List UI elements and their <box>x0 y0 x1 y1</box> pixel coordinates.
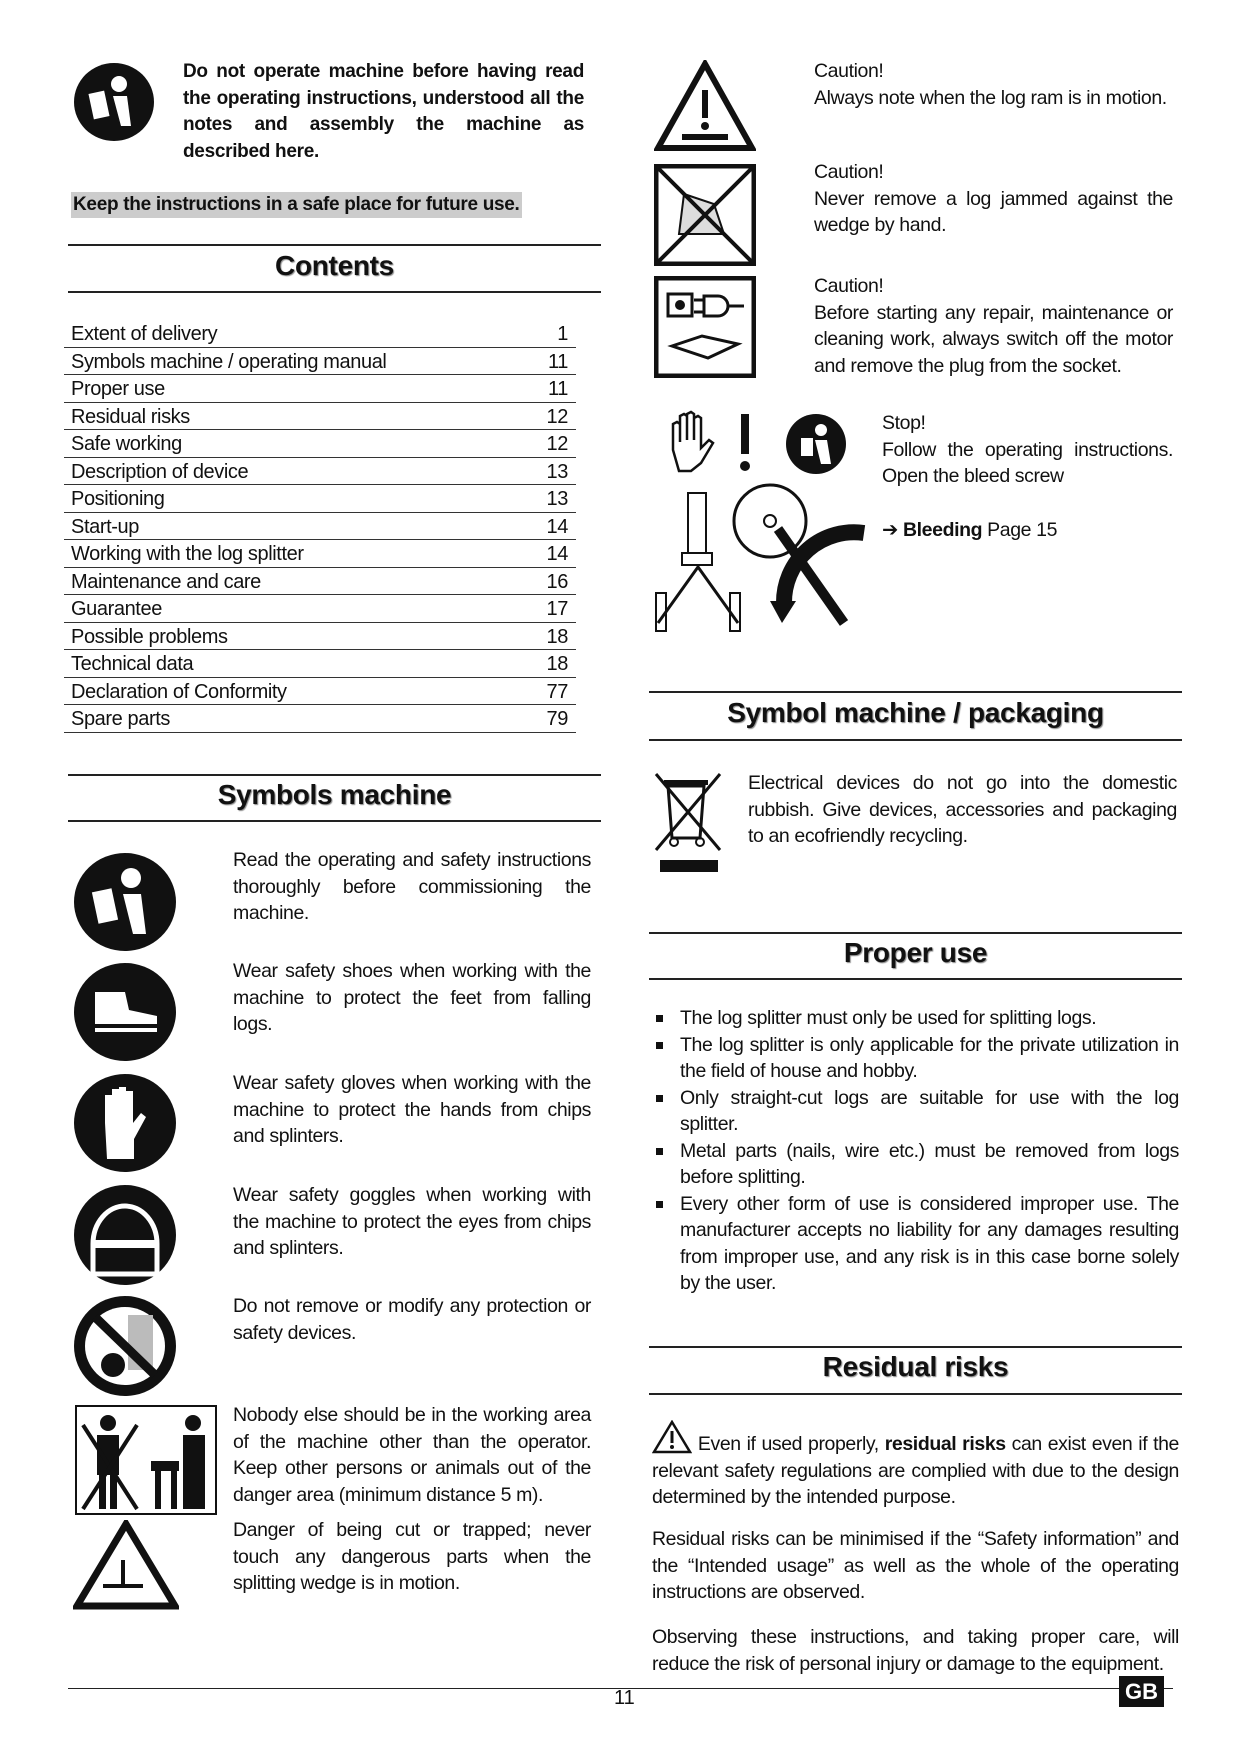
language-badge: GB <box>1119 1676 1164 1707</box>
read-instructions-icon <box>73 852 177 952</box>
text: can exist even if the relevant safety regulations are complied with due to the design determined by the intended purpose. <box>652 1433 1179 1508</box>
residual-risks-title: Residual risks <box>822 1351 1009 1382</box>
toc-page: 17 <box>546 598 568 620</box>
divider <box>649 978 1182 980</box>
caution-title: Caution! <box>814 60 884 82</box>
toc-page: 77 <box>546 680 568 703</box>
symbol-text-protection: Do not remove or modify any protection or safety devices. <box>233 1295 591 1344</box>
caution-text: Always note when the log ram is in motion. <box>814 86 1167 109</box>
toc-label: Description of device <box>71 460 249 483</box>
toc-page: 18 <box>546 625 568 648</box>
table-of-contents <box>64 320 576 733</box>
toc-label: Positioning <box>71 488 165 510</box>
page-number: 11 <box>614 1687 635 1709</box>
toc-row[interactable] <box>64 568 576 596</box>
list-item: The log splitter must only be used for splitting logs. <box>654 1005 1179 1032</box>
toc-row[interactable] <box>64 375 576 403</box>
unplug-before-maintenance-icon <box>654 276 756 378</box>
toc-row[interactable] <box>64 705 576 733</box>
list-item: Metal parts (nails, wire etc.) must be removed from logs before splitting. <box>654 1138 1179 1191</box>
warning-triangle-icon <box>652 1420 692 1454</box>
divider <box>649 932 1182 934</box>
toc-page: 12 <box>546 405 568 428</box>
toc-label: Technical data <box>71 653 194 675</box>
toc-row[interactable] <box>64 458 576 486</box>
toc-row[interactable] <box>64 485 576 513</box>
keep-instructions-note: Keep the instructions in a safe place for future use. <box>71 192 522 218</box>
stop-hand-icons <box>663 410 847 476</box>
toc-label: Maintenance and care <box>71 570 261 593</box>
divider <box>68 291 601 293</box>
divider <box>649 691 1182 693</box>
proper-use-list <box>654 1005 1179 1297</box>
symbol-text-others: Nobody else should be in the working area of the machine other than the operator. Keep other persons or animals out of the danger area (minimum distance 5 m). <box>233 1404 591 1506</box>
divider <box>68 244 601 246</box>
text: Even if used properly, <box>697 1433 879 1455</box>
toc-page: 79 <box>546 708 568 730</box>
divider <box>649 739 1182 741</box>
toc-label: Declaration of Conformity <box>71 680 287 703</box>
residual-paragraph-2: Residual risks can be minimised if the “Safety information” and the “Intended usage” as well as the whole of the operating instructions are observed. <box>652 1528 1179 1603</box>
toc-label: Residual risks <box>71 405 190 428</box>
toc-row[interactable] <box>64 513 576 541</box>
packaging-text: Electrical devices do not go into the domestic rubbish. Give devices, accessories and packaging to an ecofriendly recycling. <box>748 772 1177 847</box>
toc-label: Guarantee <box>71 598 162 620</box>
toc-label: Start-up <box>71 515 139 538</box>
bleeding-link[interactable]: Bleeding <box>902 519 983 541</box>
toc-label: Extent of delivery <box>71 323 218 345</box>
toc-page: 13 <box>546 460 568 483</box>
toc-page: 14 <box>546 543 568 565</box>
list-item: Every other form of use is considered improper use. The manufacturer accepts no liability for any damages resulting from improper use, and any risk is in this case borne solely by the user. <box>654 1191 1179 1297</box>
toc-page: 14 <box>546 515 568 538</box>
toc-row[interactable] <box>64 595 576 623</box>
keep-others-away-icon <box>75 1405 217 1515</box>
safety-shoes-icon <box>73 962 177 1062</box>
toc-page: 12 <box>546 433 568 455</box>
log-ram-warning-icon <box>654 60 756 152</box>
toc-row[interactable] <box>64 623 576 651</box>
caution-text: Never remove a log jammed against the wedge by hand. <box>814 187 1173 236</box>
toc-label: Possible problems <box>71 625 228 648</box>
symbol-text-gloves: Wear safety gloves when working with the machine to protect the hands from chips and splinters. <box>233 1072 591 1147</box>
symbol-text-cut: Danger of being cut or trapped; never touch any dangerous parts when the splitting wedge is in motion. <box>233 1519 591 1594</box>
divider <box>649 1346 1182 1348</box>
caution-3 <box>814 273 1173 379</box>
caution-title: Caution! <box>814 275 884 297</box>
toc-page: 16 <box>546 570 568 593</box>
symbol-text-goggles: Wear safety goggles when working with the machine to protect the eyes from chips and splinters. <box>233 1184 591 1259</box>
toc-label: Spare parts <box>71 708 170 730</box>
list-item: The log splitter is only applicable for the private utilization in the field of house and hobby. <box>654 1032 1179 1085</box>
stop-block <box>882 410 1173 490</box>
caution-2 <box>814 159 1173 239</box>
safety-gloves-icon <box>73 1073 177 1173</box>
read-manual-icon <box>73 62 155 142</box>
list-item: Only straight-cut logs are suitable for use with the log splitter. <box>654 1085 1179 1138</box>
caution-title: Caution! <box>814 161 884 183</box>
toc-page: 11 <box>548 378 568 400</box>
intro-warning: Do not operate machine before having read the operating instructions, understood all the notes and assembly the machine as described here. <box>183 61 584 162</box>
symbol-text-read: Read the operating and safety instructions thoroughly before commissioning the machine. <box>233 849 591 924</box>
toc-page: 11 <box>548 350 568 373</box>
packaging-title: Symbol machine / packaging <box>727 697 1104 728</box>
caution-1 <box>814 58 1173 111</box>
weee-bin-icon <box>652 770 724 874</box>
bold-text: residual risks <box>884 1433 1006 1455</box>
arrow-right-icon: ➔ <box>882 519 898 541</box>
toc-label: Safe working <box>71 433 182 455</box>
toc-label: Working with the log splitter <box>71 543 304 565</box>
no-tampering-protection-icon <box>73 1295 177 1397</box>
toc-row[interactable] <box>64 678 576 706</box>
stop-title: Stop! <box>882 412 926 434</box>
proper-use-title: Proper use <box>843 937 988 968</box>
stop-text: Follow the operating instructions. Open the bleed screw <box>882 438 1173 487</box>
divider <box>649 1393 1182 1395</box>
safety-goggles-icon <box>73 1184 177 1286</box>
page-reference: Page 15 <box>987 519 1058 541</box>
toc-page: 1 <box>557 323 568 345</box>
toc-page: 18 <box>546 653 568 675</box>
divider <box>68 774 601 776</box>
no-hand-removal-icon <box>654 164 756 266</box>
toc-row[interactable] <box>64 540 576 568</box>
toc-row[interactable] <box>64 348 576 376</box>
toc-row[interactable] <box>64 403 576 431</box>
caution-text: Before starting any repair, maintenance or cleaning work, always switch off the motor and remove the plug from the socket. <box>814 301 1173 377</box>
toc-row[interactable] <box>64 430 576 458</box>
toc-label: Proper use <box>71 378 165 400</box>
contents-title: Contents <box>275 250 394 281</box>
divider <box>68 820 601 822</box>
symbol-text-shoes: Wear safety shoes when working with the machine to protect the feet from falling logs. <box>233 960 591 1035</box>
bleed-screw-diagram <box>654 483 866 637</box>
bleeding-reference[interactable] <box>882 517 1057 544</box>
residual-paragraph-3: Observing these instructions, and taking proper care, will reduce the risk of personal injury or damage to the equipment. <box>652 1626 1179 1675</box>
toc-row[interactable] <box>64 320 576 348</box>
toc-row[interactable] <box>64 650 576 678</box>
symbols-machine-title: Symbols machine <box>217 779 452 810</box>
toc-label: Symbols machine / operating manual <box>71 350 387 373</box>
residual-paragraph-1 <box>652 1420 1179 1511</box>
toc-page: 13 <box>546 488 568 510</box>
cut-trap-hazard-icon <box>73 1520 179 1610</box>
